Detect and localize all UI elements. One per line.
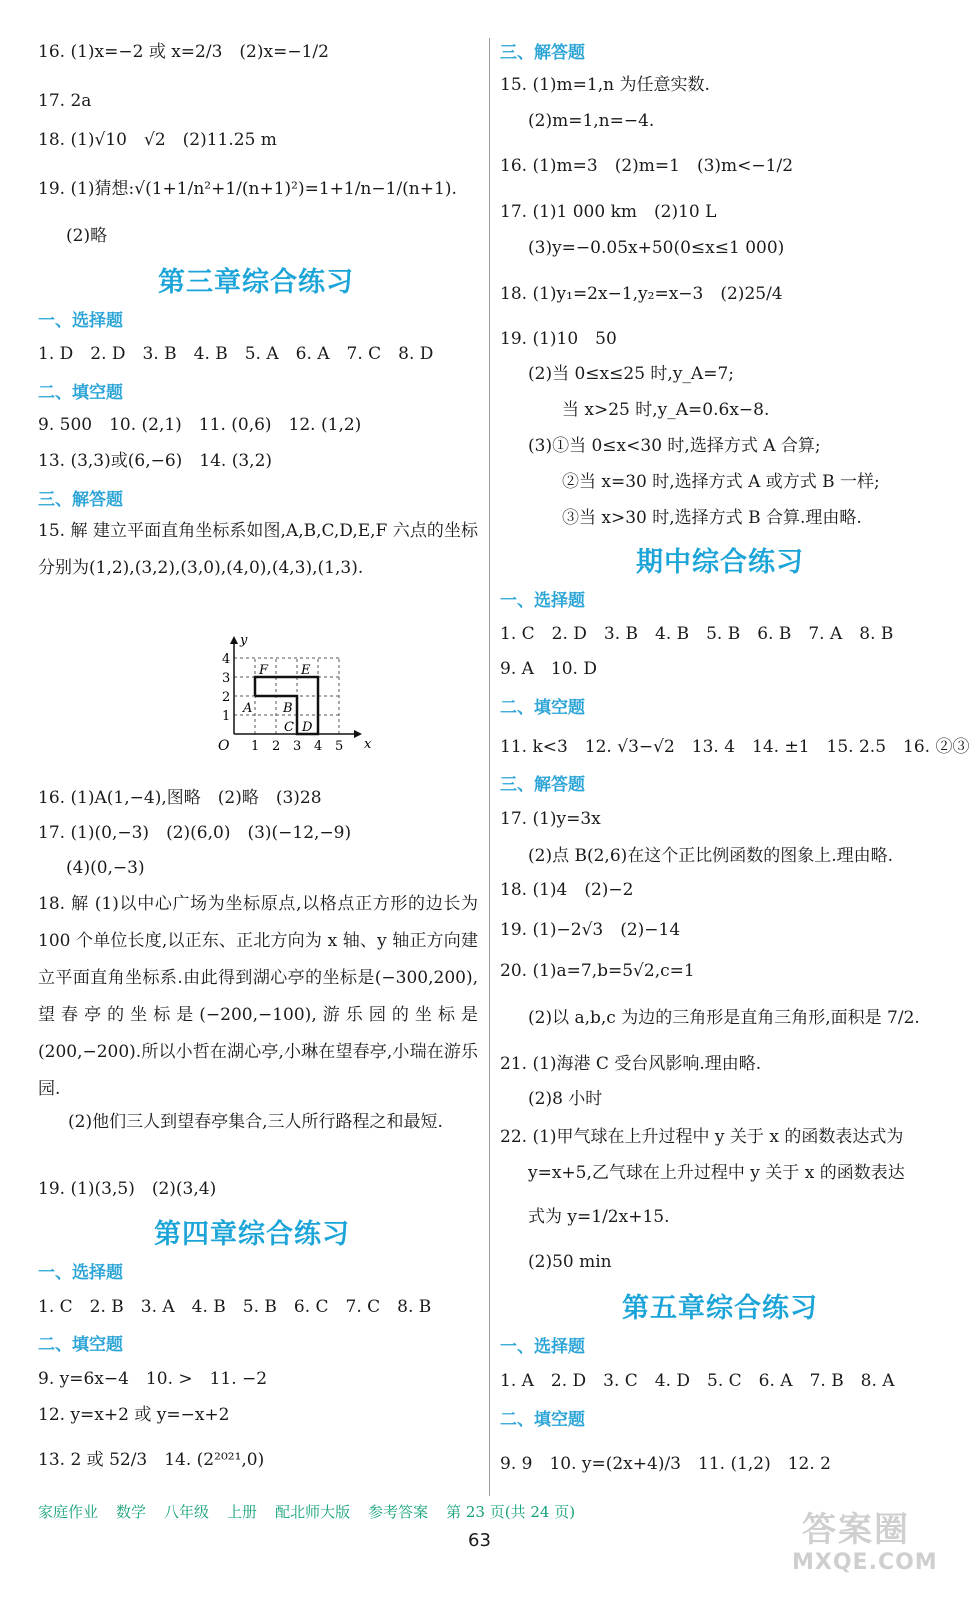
answer-line: (2)当 0≤x≤25 时,y_A=7;: [528, 364, 734, 384]
footer-item: 配北师大版: [275, 1502, 351, 1521]
origin-label: O: [218, 738, 230, 754]
answer-line: 18. (1)4 (2)−2: [500, 880, 634, 900]
answer-line: 当 x>25 时,y_A=0.6x−8.: [562, 400, 770, 420]
section-heading: 三、解答题: [500, 43, 585, 63]
section-heading: 三、解答题: [38, 490, 123, 510]
answer-line: 1. C 2. B 3. A 4. B 5. B 6. C 7. C 8. B: [38, 1297, 432, 1317]
y-arrow-icon: [230, 636, 238, 644]
section-heading: 三、解答题: [500, 775, 585, 795]
answer-line: 19. (1)(3,5) (2)(3,4): [38, 1179, 217, 1199]
section-heading: 一、选择题: [38, 1263, 123, 1283]
y-tick-label: 1: [222, 709, 231, 724]
answer-line: 12. y=x+2 或 y=−x+2: [38, 1405, 230, 1425]
answer-line: 16. (1)x=−2 或 x=2/3 (2)x=−1/2: [38, 42, 329, 62]
answer-line: 9. y=6x−4 10. > 11. −2: [38, 1369, 268, 1389]
x-tick-label: 1: [251, 739, 260, 754]
answer-line: 16. (1)m=3 (2)m=1 (3)m<−1/2: [500, 156, 794, 176]
answer-line: 9. A 10. D: [500, 659, 597, 679]
x-axis-label: x: [364, 737, 372, 752]
answer-line: (3)y=−0.05x+50(0≤x≤1 000): [528, 238, 785, 258]
answer-line: 9. 500 10. (2,1) 11. (0,6) 12. (1,2): [38, 415, 362, 435]
chapter-title: 第三章综合练习: [158, 267, 354, 298]
answer-line: 16. (1)A(1,−4),图略 (2)略 (3)28: [38, 788, 322, 808]
footer-item: 上册: [227, 1502, 258, 1521]
answer-line: 21. (1)海港 C 受台风影响.理由略.: [500, 1054, 762, 1074]
point-label-e: E: [301, 663, 311, 678]
answer-line: 22. (1)甲气球在上升过程中 y 关于 x 的函数表达式为: [500, 1127, 904, 1147]
answer-line: 20. (1)a=7,b=5√2,c=1: [500, 961, 695, 981]
answer-line: 19. (1)10 50: [500, 329, 617, 349]
footer-item: 家庭作业: [38, 1502, 99, 1521]
chapter-title: 第四章综合练习: [154, 1219, 350, 1250]
x-tick-label: 3: [293, 739, 302, 754]
answer-line: 13. 2 或 52/3 14. (2²⁰²¹,0): [38, 1450, 265, 1470]
answer-line: 11. k<3 12. √3−√2 13. 4 14. ±1 15. 2.5 16. ②③: [500, 737, 970, 757]
x-tick-label: 5: [335, 739, 344, 754]
section-heading: 一、选择题: [500, 1337, 585, 1357]
watermark-logo: [782, 1500, 962, 1590]
column-divider: [489, 38, 490, 1496]
answer-line: (2)点 B(2,6)在这个正比例函数的图象上.理由略.: [528, 846, 894, 866]
answer-line: (2)8 小时: [528, 1089, 603, 1109]
answer-line: 式为 y=1/2x+15.: [528, 1207, 670, 1227]
chapter-title: 第五章综合练习: [622, 1293, 818, 1324]
point-label-c: C: [284, 720, 294, 735]
answer-line: (4)(0,−3): [66, 858, 145, 878]
watermark-url: MXQE.COM: [792, 1550, 938, 1575]
section-heading: 二、填空题: [38, 1335, 123, 1355]
x-tick-label: 4: [314, 739, 323, 754]
answer-line: (2)50 min: [528, 1252, 612, 1272]
answer-line: ③当 x>30 时,选择方式 B 合算.理由略.: [562, 508, 862, 528]
answer-line: (2)以 a,b,c 为边的三角形是直角三角形,面积是 7/2.: [528, 1008, 920, 1028]
answer-line: 13. (3,3)或(6,−6) 14. (3,2): [38, 451, 273, 471]
footer-item: 参考答案: [368, 1502, 429, 1521]
answer-line: 17. (1)y=3x: [500, 809, 601, 829]
answer-line: 17. (1)1 000 km (2)10 L: [500, 202, 717, 222]
x-arrow-icon: [354, 730, 362, 738]
y-tick-label: 2: [222, 690, 231, 705]
answer-line: 17. 2a: [38, 91, 92, 111]
answer-paragraph: 18. 解 (1)以中心广场为坐标原点,以格点正方形的边长为 100 个单位长度,以正东、正北方向为 x 轴、y 轴正方向建立平面直角坐标系.由此得到湖心亭的坐标是(−300,200),望春亭的坐标是(−200,−100),游乐园的坐标是(200,−200).所以小哲在湖心亭,小琳在望春亭,小瑞在游乐园.: [38, 894, 478, 1099]
answer-line: 17. (1)(0,−3) (2)(6,0) (3)(−12,−9): [38, 823, 352, 843]
y-tick-label: 4: [222, 652, 231, 667]
answer-line: y=x+5,乙气球在上升过程中 y 关于 x 的函数表达: [528, 1163, 905, 1183]
answer-line: (2)略: [66, 226, 108, 246]
footer-item: 数学: [116, 1502, 147, 1521]
chapter-title: 期中综合练习: [636, 547, 804, 578]
point-label-a: A: [243, 701, 253, 716]
watermark-text: 答案圈: [802, 1510, 910, 1550]
answer-line: 18. (1)y₁=2x−1,y₂=x−3 (2)25/4: [500, 284, 783, 304]
answer-line: 19. (1)猜想:√(1+1/n²+1/(n+1)²)=1+1/n−1/(n+1).: [38, 179, 457, 199]
y-axis-label: y: [240, 633, 248, 648]
footer-item: 第 23 页(共 24 页): [446, 1502, 576, 1521]
answer-paragraph: (2)他们三人到望春亭集合,三人所行路程之和最短.: [68, 1112, 443, 1132]
answer-line: (2)m=1,n=−4.: [528, 111, 655, 131]
section-heading: 二、填空题: [500, 1410, 585, 1430]
section-heading: 一、选择题: [38, 311, 123, 331]
answer-line: 9. 9 10. y=(2x+4)/3 11. (1,2) 12. 2: [500, 1454, 831, 1474]
point-label-d: D: [302, 720, 313, 735]
answer-line: 18. (1)√10 √2 (2)11.25 m: [38, 130, 277, 150]
page-number: 63: [468, 1530, 491, 1551]
answer-line: 1. C 2. D 3. B 4. B 5. B 6. B 7. A 8. B: [500, 624, 894, 644]
coordinate-graph: [198, 632, 388, 767]
answer-line: 15. (1)m=1,n 为任意实数.: [500, 75, 710, 95]
answer-line: ②当 x=30 时,选择方式 A 或方式 B 一样;: [562, 472, 880, 492]
point-label-f: F: [259, 663, 269, 678]
answer-line: 1. D 2. D 3. B 4. B 5. A 6. A 7. C 8. D: [38, 344, 434, 364]
answer-line: (3)①当 0≤x<30 时,选择方式 A 合算;: [528, 436, 821, 456]
footer-item: 八年级: [164, 1502, 210, 1521]
answer-line: 1. A 2. D 3. C 4. D 5. C 6. A 7. B 8. A: [500, 1371, 895, 1391]
section-heading: 二、填空题: [500, 698, 585, 718]
section-heading: 二、填空题: [38, 383, 123, 403]
answer-paragraph: 15. 解 建立平面直角坐标系如图,A,B,C,D,E,F 六点的坐标分别为(1,2),(3,2),(3,0),(4,0),(4,3),(1,3).: [38, 521, 478, 578]
y-tick-label: 3: [222, 671, 231, 686]
point-label-b: B: [283, 701, 293, 716]
x-tick-label: 2: [272, 739, 281, 754]
section-heading: 一、选择题: [500, 591, 585, 611]
answer-line: 19. (1)−2√3 (2)−14: [500, 920, 681, 940]
